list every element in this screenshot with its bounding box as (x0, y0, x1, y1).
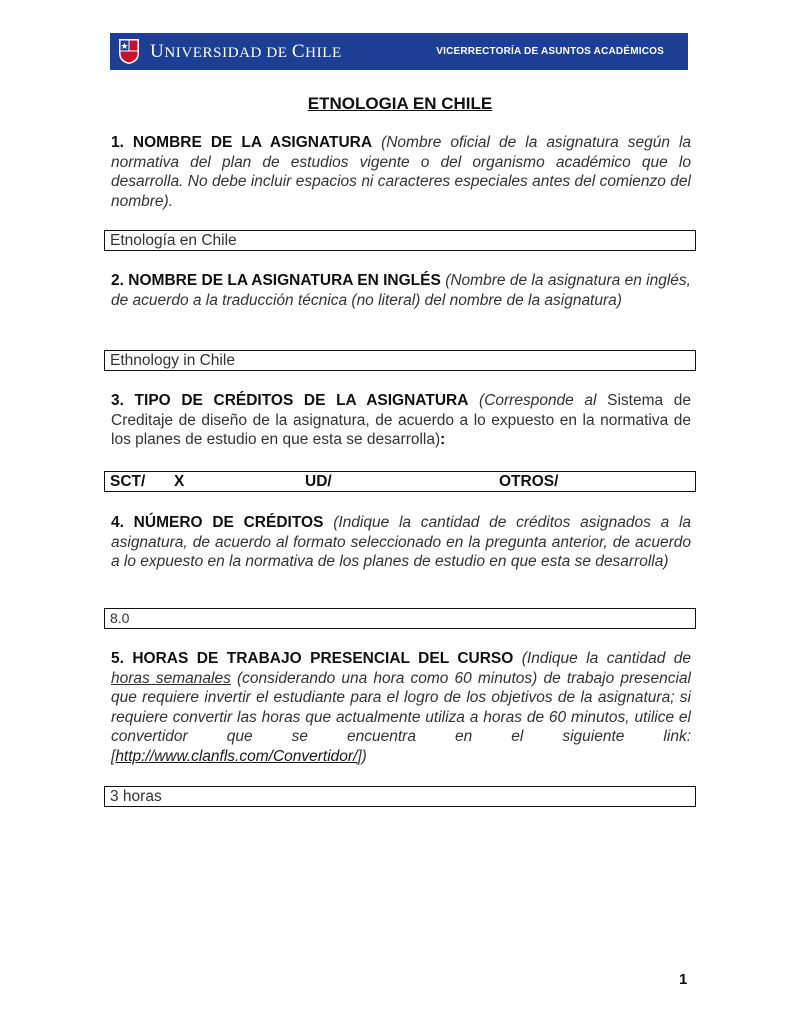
section-1-heading: 1. NOMBRE DE LA ASIGNATURA (111, 134, 373, 151)
section-3-description-italic: (Corresponde al (479, 392, 597, 409)
credit-sct-label: SCT/ (110, 473, 146, 490)
section-2 (111, 271, 691, 310)
section-4-description: (Indique la cantidad de créditos asignados a la asignatura, de acuerdo al formato seleccionado en la pregunta anterior, de acuerdo a lo expuesto en la normativa de los planes de estudio en que esta se desarrolla) (111, 514, 692, 570)
weekly-hours-field[interactable]: 3 horas (104, 786, 696, 807)
section-2-heading: 2. NOMBRE DE LA ASIGNATURA EN INGLÉS (111, 272, 441, 289)
university-crest-icon (118, 38, 140, 65)
section-5-description: (Indique la cantidad de horas semanales (considerando una hora como 60 minutos) de trabajo presencial que requiere invertir el estudiante para el logro de los objetivos de la asignatura; si requiere convertir las horas que actualmente utiliza a horas de 60 minutos, utilice el convertidor que se encuentra en el siguiente link: [http://www.clanfls.com/Convertidor/]) (111, 650, 692, 765)
page-number: 1 (679, 971, 688, 988)
section-1 (111, 133, 691, 211)
section-3-colon: : (440, 431, 446, 448)
section-5 (111, 649, 691, 766)
weekly-hours-underlined: horas semanales (111, 669, 231, 687)
credit-type-field[interactable] (104, 471, 696, 492)
section-4 (111, 513, 691, 572)
section-2-description: (Nombre de la asignatura en inglés, de acuerdo a la traducción técnica (no literal) del nombre de la asignatura) (111, 272, 691, 309)
vicerrectoria-label: VICERRECTORÍA DE ASUNTOS ACADÉMICOS (436, 46, 664, 57)
credit-sct-mark: X (174, 473, 185, 490)
course-name-field[interactable]: Etnología en Chile (104, 230, 696, 251)
credit-otros-label: OTROS/ (499, 473, 559, 490)
credit-ud-label: UD/ (305, 473, 332, 490)
section-5-heading: 5. HORAS DE TRABAJO PRESENCIAL DEL CURSO (111, 650, 514, 667)
section-3 (111, 391, 691, 450)
section-3-heading: 3. TIPO DE CRÉDITOS DE LA ASIGNATURA (111, 392, 469, 409)
credit-number-field[interactable]: 8.0 (104, 608, 696, 629)
university-name: UNIVERSIDAD DE CHILE (150, 40, 342, 62)
section-4-heading: 4. NÚMERO DE CRÉDITOS (111, 514, 324, 531)
section-1-description: (Nombre oficial de la asignatura según la normativa del plan de estudios vigente o del organismo académico que lo desarrolla. No debe incluir espacios ni caracteres especiales antes del comienzo del nombre). (111, 134, 692, 210)
header-banner (110, 33, 688, 70)
english-name-field[interactable]: Ethnology in Chile (104, 350, 696, 371)
document-title: ETNOLOGIA EN CHILE (307, 94, 493, 113)
converter-link[interactable]: http://www.clanfls.com/Convertidor/ (115, 747, 358, 765)
section-3-description: Sistema de Creditaje de diseño de la asignatura, de acuerdo a lo expuesto en la normativa de los planes de estudio en que esta se desarrolla) (111, 392, 691, 448)
